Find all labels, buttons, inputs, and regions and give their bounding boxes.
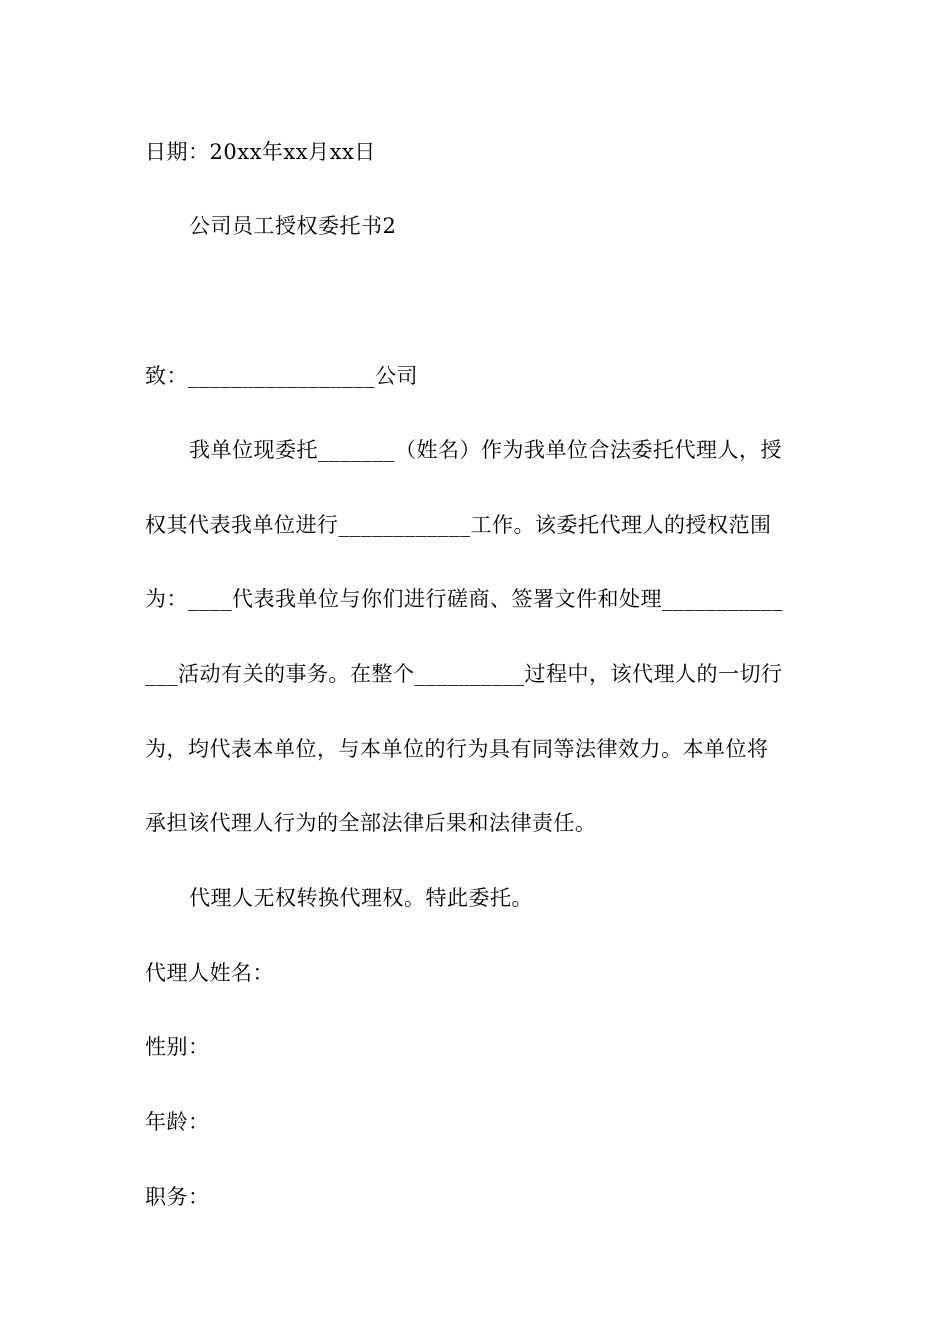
body-line: 我单位现委托_______（姓名）作为我单位合法委托代理人，授 (189, 438, 782, 462)
closing-statement: 代理人无权转换代理权。特此委托。 (189, 886, 533, 910)
body-line: 为，均代表本单位，与本单位的行为具有同等法律效力。本单位将 (145, 737, 769, 761)
agent-name-label: 代理人姓名： (145, 961, 274, 985)
body-line: 权其代表我单位进行____________工作。该委托代理人的授权范围 (145, 513, 772, 537)
gender-label: 性别： (145, 1035, 210, 1059)
addressee-line: 致：_________________公司 (145, 364, 418, 388)
body-line: ___活动有关的事务。在整个__________过程中，该代理人的一切行 (145, 662, 783, 686)
body-line: 为：____代表我单位与你们进行磋商、签署文件和处理___________ (145, 587, 783, 611)
date-line: 日期：20xx年xx月xx日 (145, 140, 376, 164)
body-line: 承担该代理人行为的全部法律后果和法律责任。 (145, 811, 597, 835)
age-label: 年龄： (145, 1110, 210, 1134)
document-title: 公司员工授权委托书2 (189, 214, 397, 238)
position-label: 职务： (145, 1185, 210, 1209)
